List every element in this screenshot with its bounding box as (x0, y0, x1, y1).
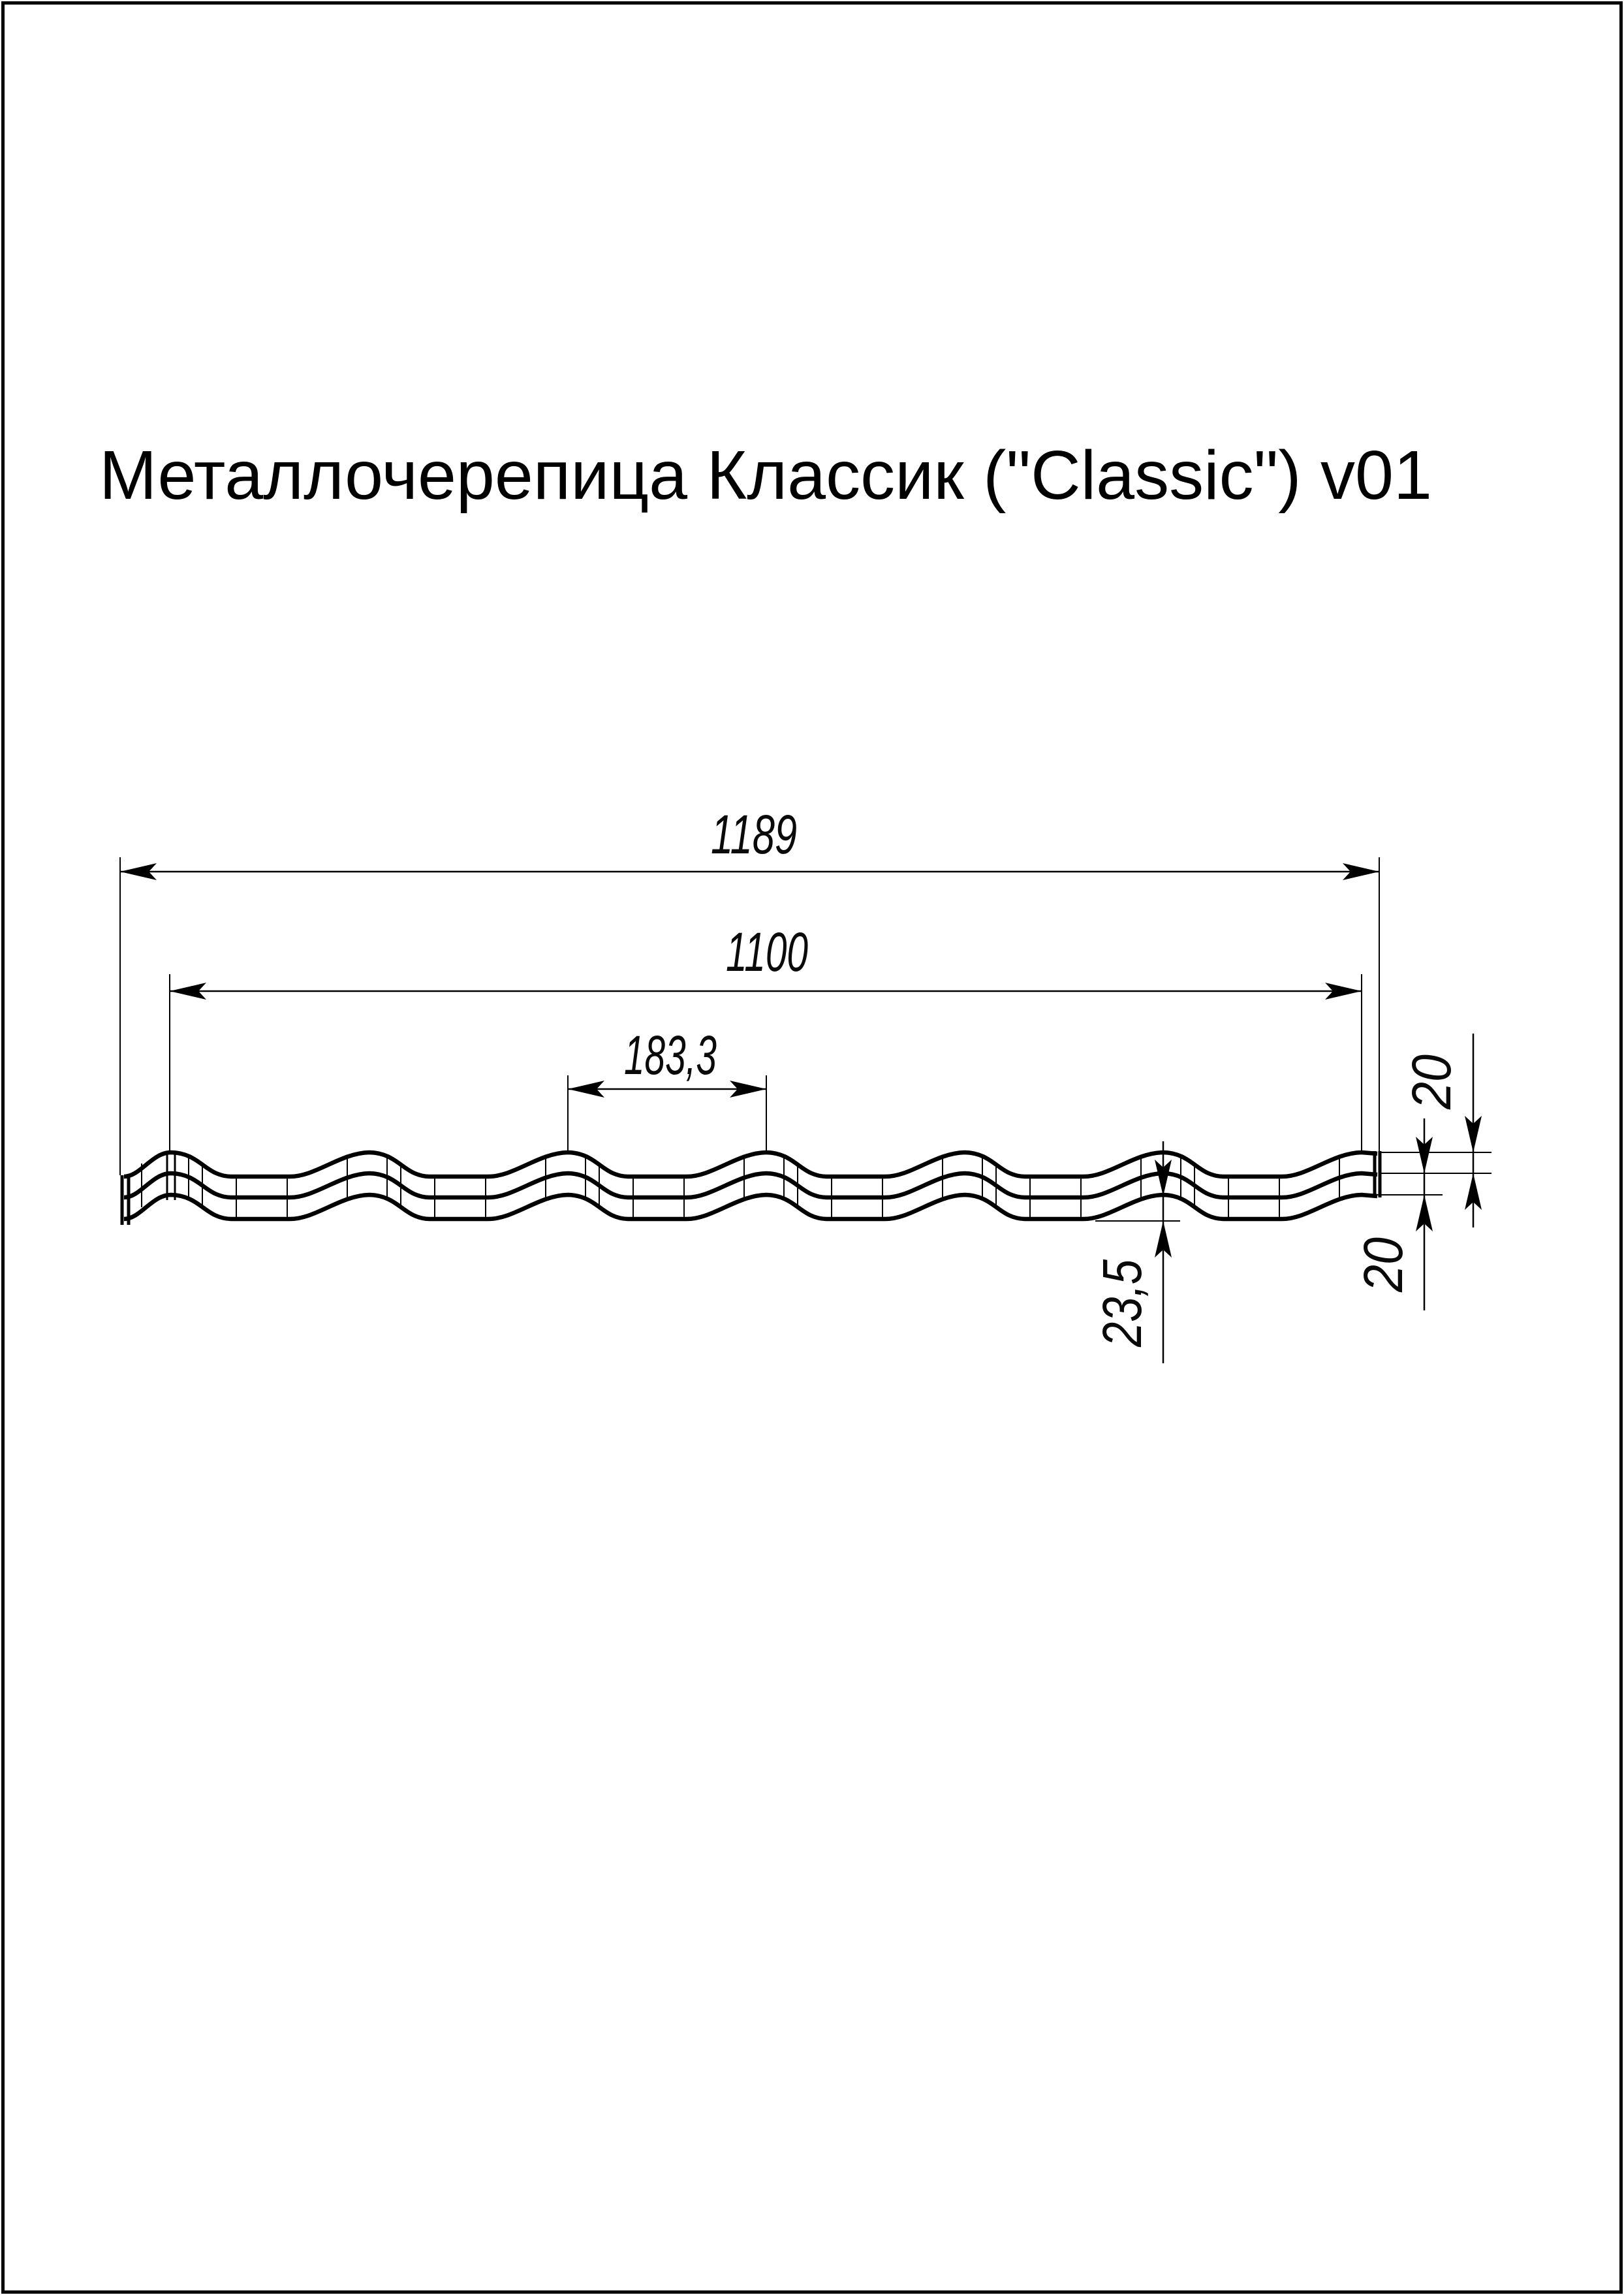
dim-profile-height-upper-label: 20 (1401, 1048, 1462, 1109)
dim-profile-height-lower-label: 20 (1352, 1231, 1414, 1292)
profile-step-line (124, 1173, 1377, 1197)
dim-overall-width-label: 1189 (711, 804, 797, 865)
profile-top-edge (124, 1152, 1377, 1177)
dim-wave-module-label: 183,3 (624, 1024, 717, 1086)
page-title: Металлочерепица Классик ("Classic") v01 (99, 437, 1432, 514)
dim-working-width-label: 1100 (726, 921, 809, 983)
profile-bottom-edge (124, 1195, 1377, 1219)
dim-step-height-label: 23,5 (1091, 1240, 1153, 1347)
